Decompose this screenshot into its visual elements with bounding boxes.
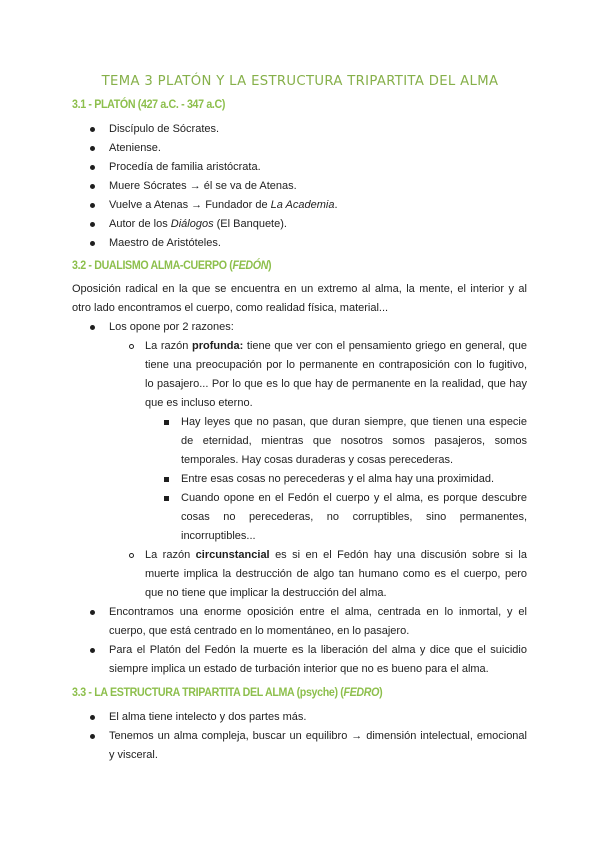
list-item: El alma tiene intelecto y dos partes más.: [109, 711, 307, 723]
bullet-icon: [90, 325, 95, 330]
bullet-icon: [90, 165, 95, 170]
paragraph-line: cosas no perecederas, no corruptibles, sino permanentes,: [181, 511, 527, 523]
square-bullet-icon: [164, 496, 169, 501]
list-item: La razón circunstancial es si en el Fedón hay una discusión sobre si la: [145, 549, 527, 561]
section-heading-3-2: 3.2 - DUALISMO ALMA-CUERPO (FEDÓN): [72, 258, 272, 272]
paragraph-line: incorruptibles...: [181, 530, 256, 542]
section-heading-3-1: 3.1 - PLATÓN (427 a.C. - 347 a.C): [72, 97, 226, 111]
paragraph-line: que no tiene que implicar la destrucción del alma.: [145, 587, 387, 599]
list-item: Los opone por 2 razones:: [109, 321, 234, 333]
list-item: Muere Sócrates → él se va de Atenas.: [109, 180, 297, 192]
bullet-icon: [90, 610, 95, 615]
list-item: Autor de los Diálogos (El Banquete).: [109, 218, 287, 230]
list-item: Maestro de Aristóteles.: [109, 237, 221, 249]
bullet-icon: [90, 241, 95, 246]
paragraph-line: temporales. Hay cosas duraderas y cosas perecederas.: [181, 454, 454, 466]
circle-bullet-icon: [129, 553, 134, 558]
paragraph-line: Oposición radical en la que se encuentra en un extremo al alma, la mente, el interior y al: [72, 283, 527, 295]
bullet-icon: [90, 203, 95, 208]
bullet-icon: [90, 715, 95, 720]
bullet-icon: [90, 146, 95, 151]
paragraph-line: y visceral.: [109, 749, 158, 761]
list-item: Entre esas cosas no perecederas y el alma hay una proximidad.: [181, 473, 495, 485]
paragraph-line: que es incluso eterno.: [145, 397, 253, 409]
list-item: Cuando opone en el Fedón el cuerpo y el alma, es porque descubre: [181, 492, 527, 504]
square-bullet-icon: [164, 420, 169, 425]
list-item: Ateniense.: [109, 142, 161, 154]
paragraph-line: muerte implica la destrucción de algo tan humano como es el cuerpo, pero: [145, 568, 527, 580]
paragraph-line: lo pasajero... Por lo que es lo que hay de permanente en la realidad, que hay: [145, 378, 527, 390]
bullet-icon: [90, 184, 95, 189]
bullet-icon: [90, 127, 95, 132]
paragraph-line: tiene una preocupación por lo permanente en contraposición con lo fugitivo,: [145, 359, 527, 371]
paragraph-line: siempre implica un estado de turbación interior que no es bueno para el alma.: [109, 663, 489, 675]
list-item: Discípulo de Sócrates.: [109, 123, 220, 135]
page-title: TEMA 3 PLATÓN Y LA ESTRUCTURA TRIPARTITA DEL ALMA: [101, 74, 499, 89]
list-item: Hay leyes que no pasan, que duran siempre, que tienen una especie: [181, 416, 527, 428]
list-item: Encontramos una enorme oposición entre el alma, centrada en lo inmortal, y el: [109, 606, 527, 618]
section-heading-3-3: 3.3 - LA ESTRUCTURA TRIPARTITA DEL ALMA (psyche) (FEDRO): [72, 685, 383, 699]
paragraph-line: cuerpo, que está centrado en lo momentáneo, en lo pasajero.: [109, 625, 410, 637]
list-item: Tenemos un alma compleja, buscar un equilibro → dimensión intelectual, emocional: [109, 730, 527, 742]
list-item: La razón profunda: tiene que ver con el pensamiento griego en general, que: [145, 340, 527, 352]
circle-bullet-icon: [129, 344, 134, 349]
list-item: Procedía de familia aristócrata.: [109, 161, 261, 173]
bullet-icon: [90, 222, 95, 227]
bullet-icon: [90, 648, 95, 653]
bullet-icon: [90, 734, 95, 739]
paragraph-line: de eternidad, mientras que nosotros somos pasajeros, somos: [181, 435, 527, 447]
list-item: Para el Platón del Fedón la muerte es la liberación del alma y dice que el suicidio: [109, 644, 527, 656]
paragraph-line: otro lado encontramos el cuerpo, como realidad física, material...: [72, 302, 389, 314]
list-item: Vuelve a Atenas → Fundador de La Academia.: [109, 199, 338, 211]
square-bullet-icon: [164, 477, 169, 482]
